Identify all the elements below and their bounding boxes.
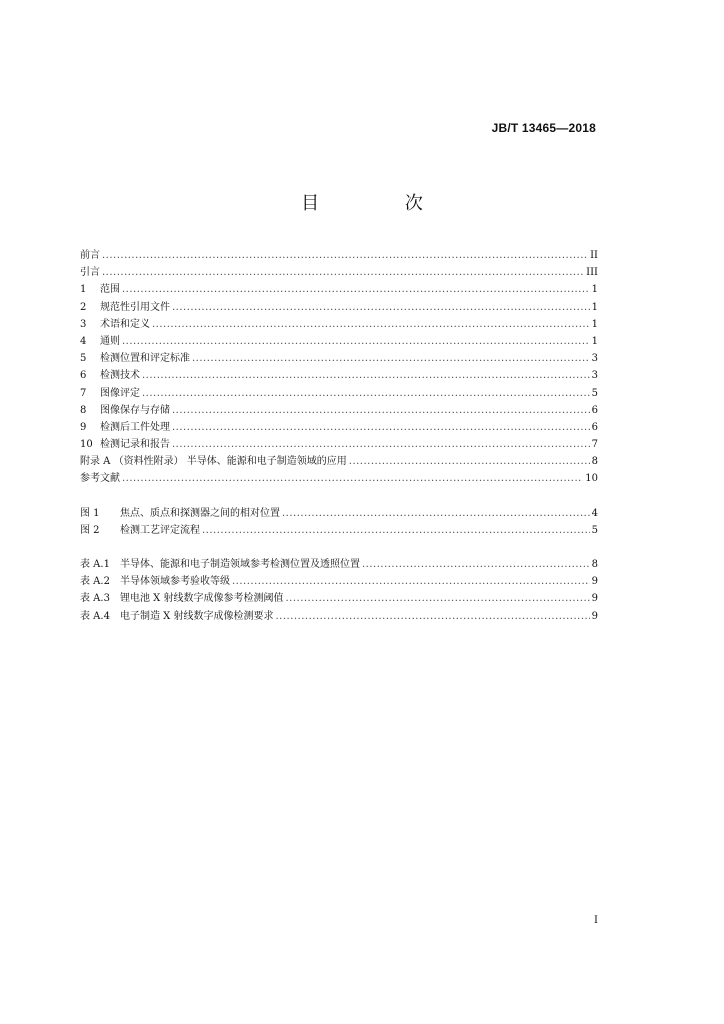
toc-entry-number: 4: [80, 335, 87, 347]
toc-entry-page: 6: [591, 404, 598, 416]
toc-entry-page: 1: [591, 301, 598, 313]
toc-entry-page: 3: [591, 370, 598, 382]
toc-entry-label: 半导体、能源和电子制造领域参考检测位置及透照位置: [120, 559, 360, 570]
toc-entry-page: 1: [591, 318, 598, 330]
toc-entry-number: 表 A.4: [80, 610, 110, 622]
toc-leader-dots: [122, 281, 590, 298]
toc-entry-number: 2: [80, 301, 87, 313]
document-code: JB/T 13465—2018: [491, 121, 596, 135]
toc-leader-dots: [202, 522, 590, 539]
toc-entry-number: 5: [80, 353, 87, 365]
toc-entry-number: 10: [80, 439, 93, 451]
toc-entry-scope[interactable]: [80, 281, 598, 298]
toc-entry-label: 引言: [80, 267, 100, 279]
toc-leader-dots: [122, 470, 583, 487]
toc-entry-figure-2[interactable]: [80, 522, 598, 539]
toc-entry-page: 10: [585, 473, 598, 485]
toc-entry-page: 9: [591, 610, 598, 622]
toc-leader-dots: [349, 453, 590, 470]
toc-entry-label: 检测后工件处理: [100, 421, 170, 433]
toc-entry-page: 9: [591, 593, 598, 605]
toc-leader-dots: [142, 385, 590, 402]
toc-entry-annex-a[interactable]: [80, 453, 598, 470]
toc-entry-figure-1[interactable]: [80, 505, 598, 522]
toc-entry-page: II: [590, 250, 598, 261]
toc-entry-page: 4: [591, 508, 598, 519]
toc-entry-label: 检测工艺评定流程: [120, 525, 200, 537]
toc-entry-post-inspection[interactable]: [80, 419, 598, 436]
toc-entry-bibliography[interactable]: [80, 470, 598, 487]
toc-entry-number: 图 1: [80, 508, 100, 519]
page-title: 目 次: [301, 193, 463, 214]
toc-entry-page: 1: [591, 335, 598, 347]
toc-entry-page: III: [586, 267, 598, 279]
toc-entry-page: 9: [591, 576, 598, 588]
toc-entry-page: 8: [591, 456, 598, 468]
toc-entry-label: 附录 A （资料性附录） 半导体、能源和电子制造领域的应用: [80, 456, 347, 468]
toc-entry-terms[interactable]: [80, 316, 598, 333]
toc-entry-number: 表 A.1: [80, 559, 110, 570]
toc-entry-label: 检测技术: [100, 370, 140, 382]
toc-entry-page: 1: [591, 284, 598, 296]
toc-entry-label: 术语和定义: [100, 318, 150, 330]
toc-entry-number: 图 2: [80, 525, 100, 537]
toc-entry-foreword[interactable]: [80, 247, 598, 264]
toc-entry-label: 锂电池 X 射线数字成像参考检测阈值: [120, 593, 284, 605]
toc-entry-number: 表 A.3: [80, 593, 110, 605]
toc-entry-number: 6: [80, 370, 87, 382]
toc-leader-dots: [192, 350, 590, 367]
toc-leader-dots: [285, 590, 589, 607]
toc-entry-number: 7: [80, 387, 87, 399]
toc-leader-dots: [102, 264, 584, 281]
toc-entry-page: 5: [591, 387, 598, 399]
toc-entry-image-evaluation[interactable]: [80, 385, 598, 402]
toc-leader-dots: [172, 402, 590, 419]
toc-entry-label: 通则: [100, 335, 120, 347]
toc-entry-label: 前言: [80, 250, 100, 261]
toc-entry-introduction[interactable]: [80, 264, 598, 281]
toc-leader-dots: [275, 608, 589, 625]
toc-entry-label: 范围: [100, 284, 120, 296]
toc-leader-dots: [362, 556, 590, 573]
page-number: I: [594, 915, 598, 926]
toc-figures-list: [80, 505, 598, 539]
toc-entry-number: 3: [80, 318, 87, 330]
toc-entry-label: 参考文献: [80, 473, 120, 485]
toc-entry-page: 5: [591, 525, 598, 537]
toc-entry-label: 规范性引用文件: [100, 301, 170, 313]
toc-entry-table-a1[interactable]: [80, 556, 598, 573]
toc-entry-label: 图像评定: [100, 387, 140, 399]
toc-entry-page: 6: [591, 421, 598, 433]
toc-leader-dots: [152, 316, 590, 333]
toc-entry-normative-references[interactable]: [80, 299, 598, 316]
toc-entry-number: 8: [80, 404, 87, 416]
toc-entry-number: 9: [80, 421, 87, 433]
toc-leader-dots: [232, 573, 590, 590]
toc-entry-page: 8: [591, 559, 598, 570]
toc-entry-number: 1: [80, 284, 87, 296]
toc-entry-general[interactable]: [80, 333, 598, 350]
toc-entry-label: 电子制造 X 射线数字成像检测要求: [120, 610, 274, 622]
toc-leader-dots: [102, 247, 588, 264]
toc-entry-table-a2[interactable]: [80, 573, 598, 590]
toc-leader-dots: [142, 367, 590, 384]
toc-entry-label: 检测位置和评定标准: [100, 353, 190, 365]
toc-entry-number: 表 A.2: [80, 576, 110, 588]
toc-leader-dots: [282, 505, 590, 522]
toc-entry-records-report[interactable]: [80, 436, 598, 453]
toc-leader-dots: [172, 436, 590, 453]
toc-entry-inspection-position[interactable]: [80, 350, 598, 367]
toc-entry-label: 检测记录和报告: [100, 439, 170, 451]
toc-entry-inspection-technique[interactable]: [80, 367, 598, 384]
toc-leader-dots: [172, 419, 590, 436]
toc-entry-table-a3[interactable]: [80, 590, 598, 607]
toc-leader-dots: [172, 299, 590, 316]
toc-entry-label: 焦点、质点和探测器之间的相对位置: [120, 508, 280, 519]
toc-main-list: [80, 247, 598, 488]
toc-entry-label: 图像保存与存储: [100, 404, 170, 416]
toc-entry-label: 半导体领域参考验收等级: [120, 576, 230, 588]
toc-leader-dots: [122, 333, 590, 350]
toc-entry-page: 7: [591, 439, 598, 451]
toc-entry-image-storage[interactable]: [80, 402, 598, 419]
toc-tables-list: [80, 556, 598, 625]
toc-entry-table-a4[interactable]: [80, 608, 598, 625]
toc-entry-page: 3: [591, 353, 598, 365]
